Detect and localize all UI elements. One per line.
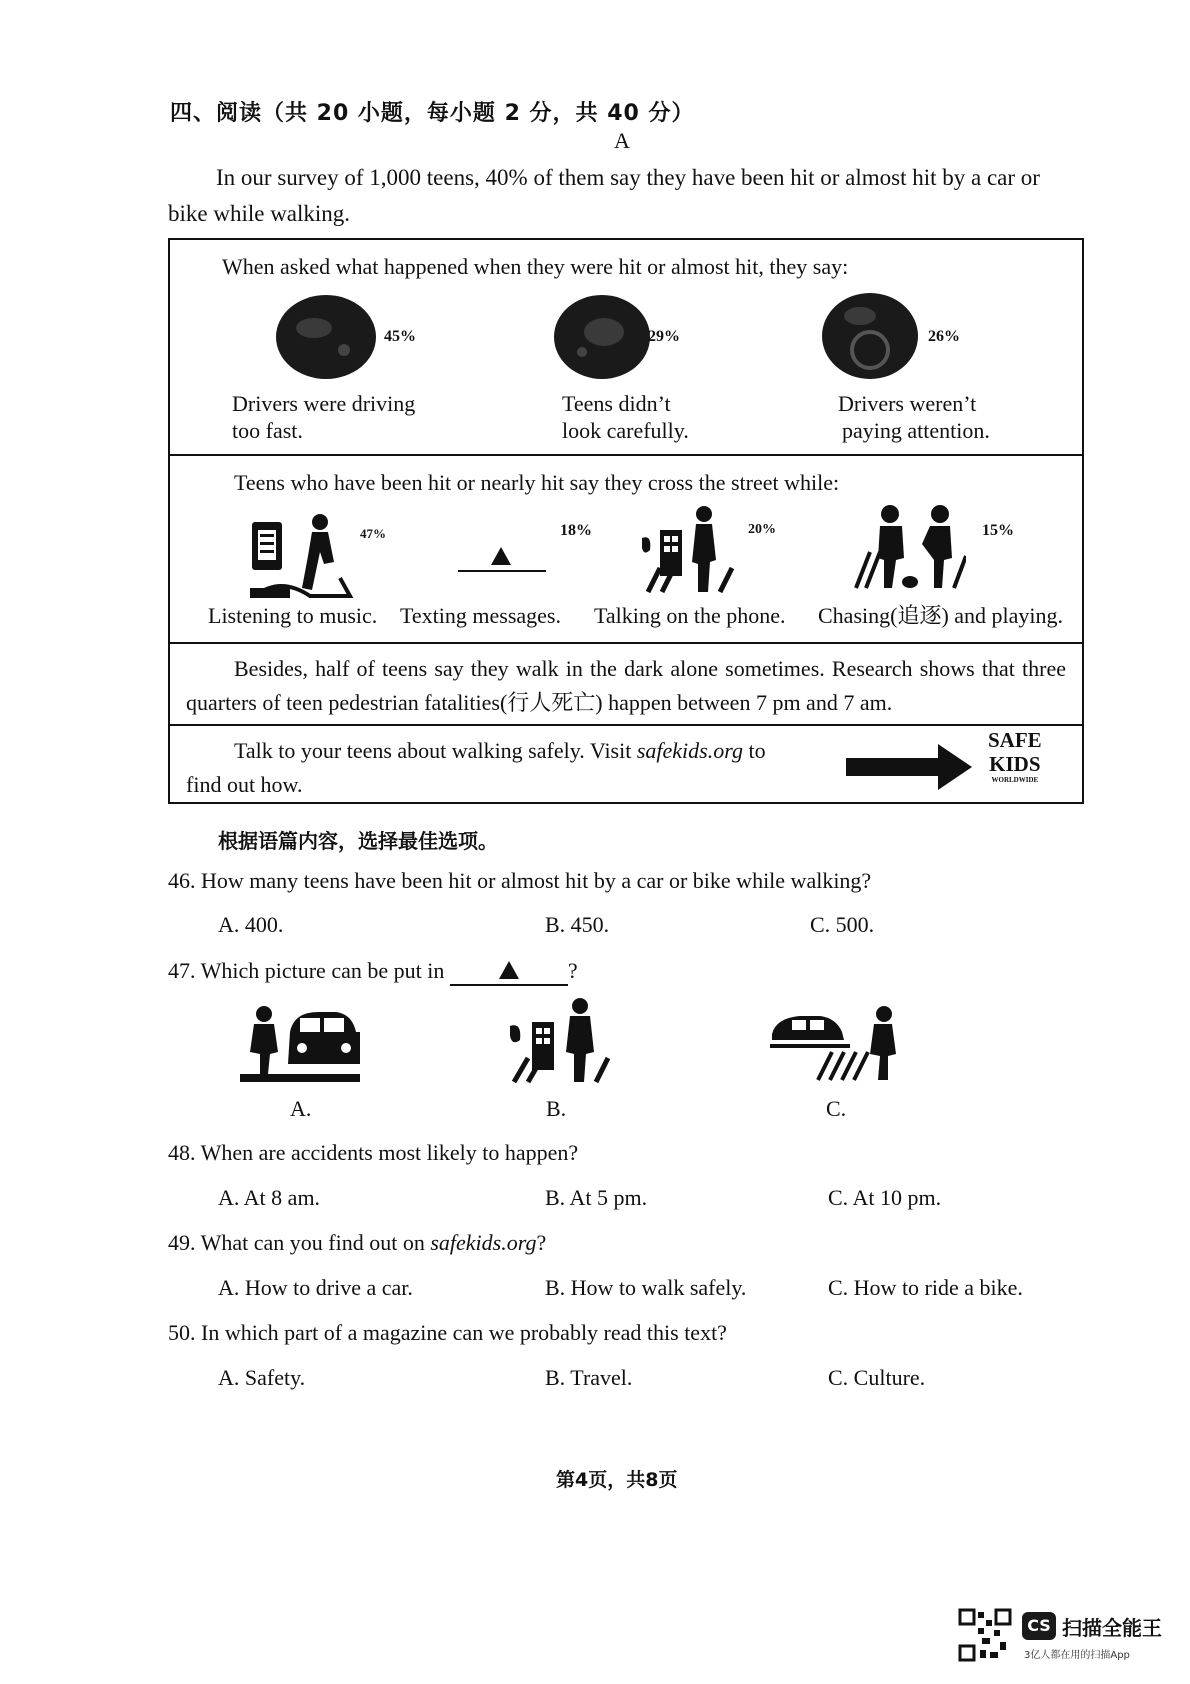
scanner-brand: 扫描全能王	[1062, 1616, 1162, 1640]
panel1-percent-1: 45%	[384, 328, 416, 345]
pedestrian-car-icon[interactable]	[240, 1002, 362, 1082]
q49-stem-before: 49. What can you find out on	[168, 1230, 431, 1255]
panel1-percent-2: 29%	[648, 328, 680, 345]
panel1-caption-3a: Drivers weren’t	[838, 391, 977, 416]
panel1-percent-3: 26%	[928, 328, 960, 345]
question-50-stem: 50. In which part of a magazine can we probably read this text?	[168, 1320, 727, 1345]
q50-option-c[interactable]: C. Culture.	[828, 1365, 926, 1390]
panel2-percent-3: 20%	[748, 522, 776, 537]
q47-option-b[interactable]: B.	[546, 1096, 567, 1121]
section-title: 四、阅读（共 20 小题，每小题 2 分，共 40 分）	[170, 101, 695, 126]
panel4-text-after: to find out how.	[186, 738, 766, 797]
q46-option-b[interactable]: B. 450.	[545, 912, 610, 937]
q49-option-a[interactable]: A. How to drive a car.	[218, 1275, 413, 1300]
panel2-caption-3: Talking on the phone.	[594, 603, 786, 628]
q47-stem-after: ?	[567, 958, 578, 983]
page-number: 第4页，共8页	[556, 1469, 678, 1491]
car-crosswalk-icon[interactable]	[770, 1004, 904, 1082]
q47-option-c[interactable]: C.	[826, 1096, 847, 1121]
q47-option-a[interactable]: A.	[290, 1096, 312, 1121]
panel2-caption-4: Chasing(追逐) and playing.	[818, 603, 1064, 628]
distracted-driver-icon	[820, 290, 920, 382]
question-47-stem	[168, 958, 578, 986]
teen-looking-icon	[552, 292, 652, 382]
safe-kids-logo	[988, 728, 1042, 784]
part-label: A	[614, 128, 630, 153]
blank-triangle-icon	[498, 960, 520, 980]
q49-stem-site: safekids.org	[430, 1230, 537, 1255]
panel1-caption-1b: too fast.	[232, 418, 303, 443]
blank-triangle-icon	[490, 546, 512, 566]
phone-pedestrian-icon	[640, 504, 750, 596]
question-48-stem: 48. When are accidents most likely to happen?	[168, 1140, 579, 1165]
arrow-right-icon	[846, 744, 972, 790]
panel1-caption-1a: Drivers were driving	[232, 391, 416, 416]
logo-line-worldwide: WORLDWIDE	[991, 776, 1039, 784]
qr-code-icon	[958, 1608, 1012, 1662]
panel2-percent-4: 15%	[982, 522, 1014, 539]
panel4-site-link[interactable]: safekids.org	[636, 738, 743, 763]
panel3-text: Besides, half of teens say they walk in the dark alone sometimes. Research shows that three quarters of teen pedestrian fatalities(行人死亡) happen between 7 pm and 7 am.	[186, 656, 1066, 715]
phone-pedestrian-icon-b[interactable]	[506, 996, 616, 1084]
blank-line	[458, 570, 546, 572]
question-46-stem: 46. How many teens have been hit or almost hit by a car or bike while walking?	[168, 868, 872, 893]
panel1-heading: When asked what happened when they were hit or almost hit, they say:	[222, 254, 849, 279]
scanner-app-logo: CS	[1022, 1612, 1056, 1640]
question-49-stem	[168, 1230, 546, 1256]
q49-option-c[interactable]: C. How to ride a bike.	[828, 1275, 1023, 1300]
panel1-caption-2a: Teens didn’t	[562, 391, 671, 416]
q50-option-b[interactable]: B. Travel.	[545, 1365, 633, 1390]
q48-option-a[interactable]: A. At 8 am.	[218, 1185, 321, 1210]
q46-option-c[interactable]: C. 500.	[810, 912, 875, 937]
q50-option-a[interactable]: A. Safety.	[218, 1365, 306, 1390]
intro-paragraph: In our survey of 1,000 teens, 40% of them say they have been hit or almost hit by a car or bike while walking.	[168, 165, 1040, 226]
panel4-text-before: Talk to your teens about walking safely. Visit	[234, 738, 637, 763]
q49-stem-after: ?	[536, 1230, 547, 1255]
logo-line-safe: SAFE	[988, 728, 1042, 752]
panel2-caption-1: Listening to music.	[208, 603, 378, 628]
q48-option-c[interactable]: C. At 10 pm.	[828, 1185, 942, 1210]
q47-stem-before: 47. Which picture can be put in	[168, 958, 450, 983]
panel4-text	[186, 734, 806, 802]
speeding-car-icon	[274, 292, 378, 382]
q46-option-a[interactable]: A. 400.	[218, 912, 284, 937]
panel1-caption-2b: look carefully.	[562, 418, 689, 443]
panel2-caption-2: Texting messages.	[400, 603, 561, 628]
panel-divider-3	[170, 724, 1082, 726]
q47-blank	[450, 958, 568, 986]
chasing-pedestrians-icon	[850, 504, 966, 594]
logo-line-kids: KIDS	[989, 752, 1041, 776]
panel-divider-1	[170, 454, 1082, 456]
q49-option-b[interactable]: B. How to walk safely.	[545, 1275, 747, 1300]
music-pedestrian-icon	[250, 512, 360, 600]
panel2-percent-2: 18%	[560, 522, 592, 539]
panel-divider-2	[170, 642, 1082, 644]
q48-option-b[interactable]: B. At 5 pm.	[545, 1185, 648, 1210]
instruction: 根据语篇内容，选择最佳选项。	[218, 829, 498, 853]
panel2-heading: Teens who have been hit or nearly hit say they cross the street while:	[234, 470, 840, 495]
panel1-caption-3b: paying attention.	[842, 418, 990, 443]
panel2-percent-1: 47%	[360, 526, 386, 541]
infographic-box	[168, 238, 1084, 804]
scanner-tagline: 3亿人都在用的扫描App	[1024, 1650, 1130, 1661]
